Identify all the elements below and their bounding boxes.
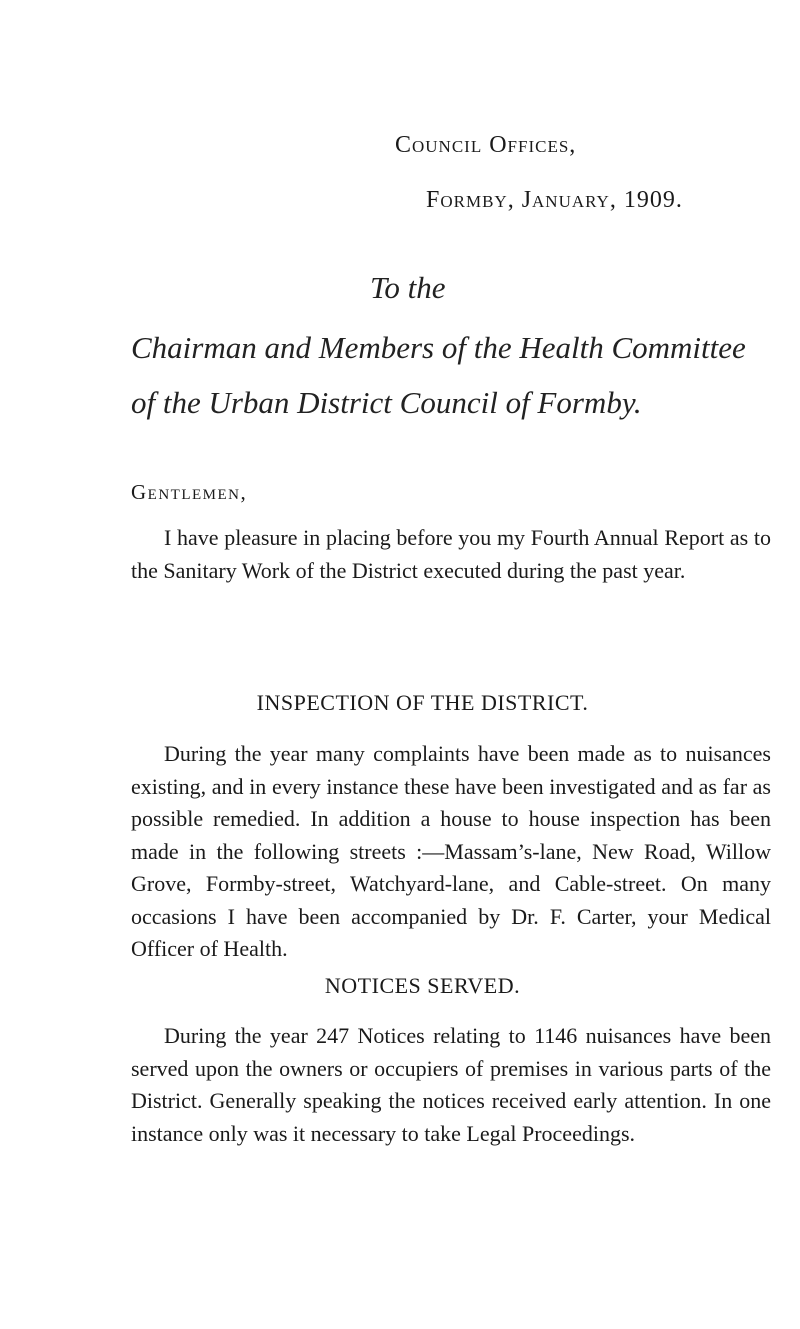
notices-paragraph: During the year 247 Notices relating to 1146 nuisances have been served upon the owners or occupiers of premises in various parts of the District. Generally speaking the notices received early attention. In one instance only was it necessary to take Legal Proceedings. <box>131 1023 771 1146</box>
section-title-notices: NOTICES SERVED. <box>324 973 521 998</box>
section-title-inspection: INSPECTION OF THE DISTRICT. <box>256 690 589 715</box>
address-recipient-line2: of the Urban District Council of Formby. <box>131 385 642 420</box>
salutation: Gentlemen, <box>131 480 248 504</box>
letterhead-council-offices: Council Offices, <box>395 132 577 158</box>
intro-paragraph: I have pleasure in placing before you my Fourth Annual Report as to the Sanitary Work of the District executed during the past year. <box>131 525 771 583</box>
inspection-paragraph: During the year many complaints have been made as to nuisances existing, and in every instance these have been investigated and as far as possible remedied. In addition a house to house inspection has been made in the following streets :—Massam’s-lane, New Road, Willow Grove, Formby-street, Watchyard-lane, and Cable-street. On many occasions I have been accompanied by Dr. F. Carter, your Medical Officer of Health. <box>131 741 771 961</box>
address-recipient-line1: Chairman and Members of the Health Committee <box>131 330 746 365</box>
letterhead-place-date: Formby, January, 1909. <box>426 187 683 213</box>
address-to-the: To the <box>370 270 446 305</box>
